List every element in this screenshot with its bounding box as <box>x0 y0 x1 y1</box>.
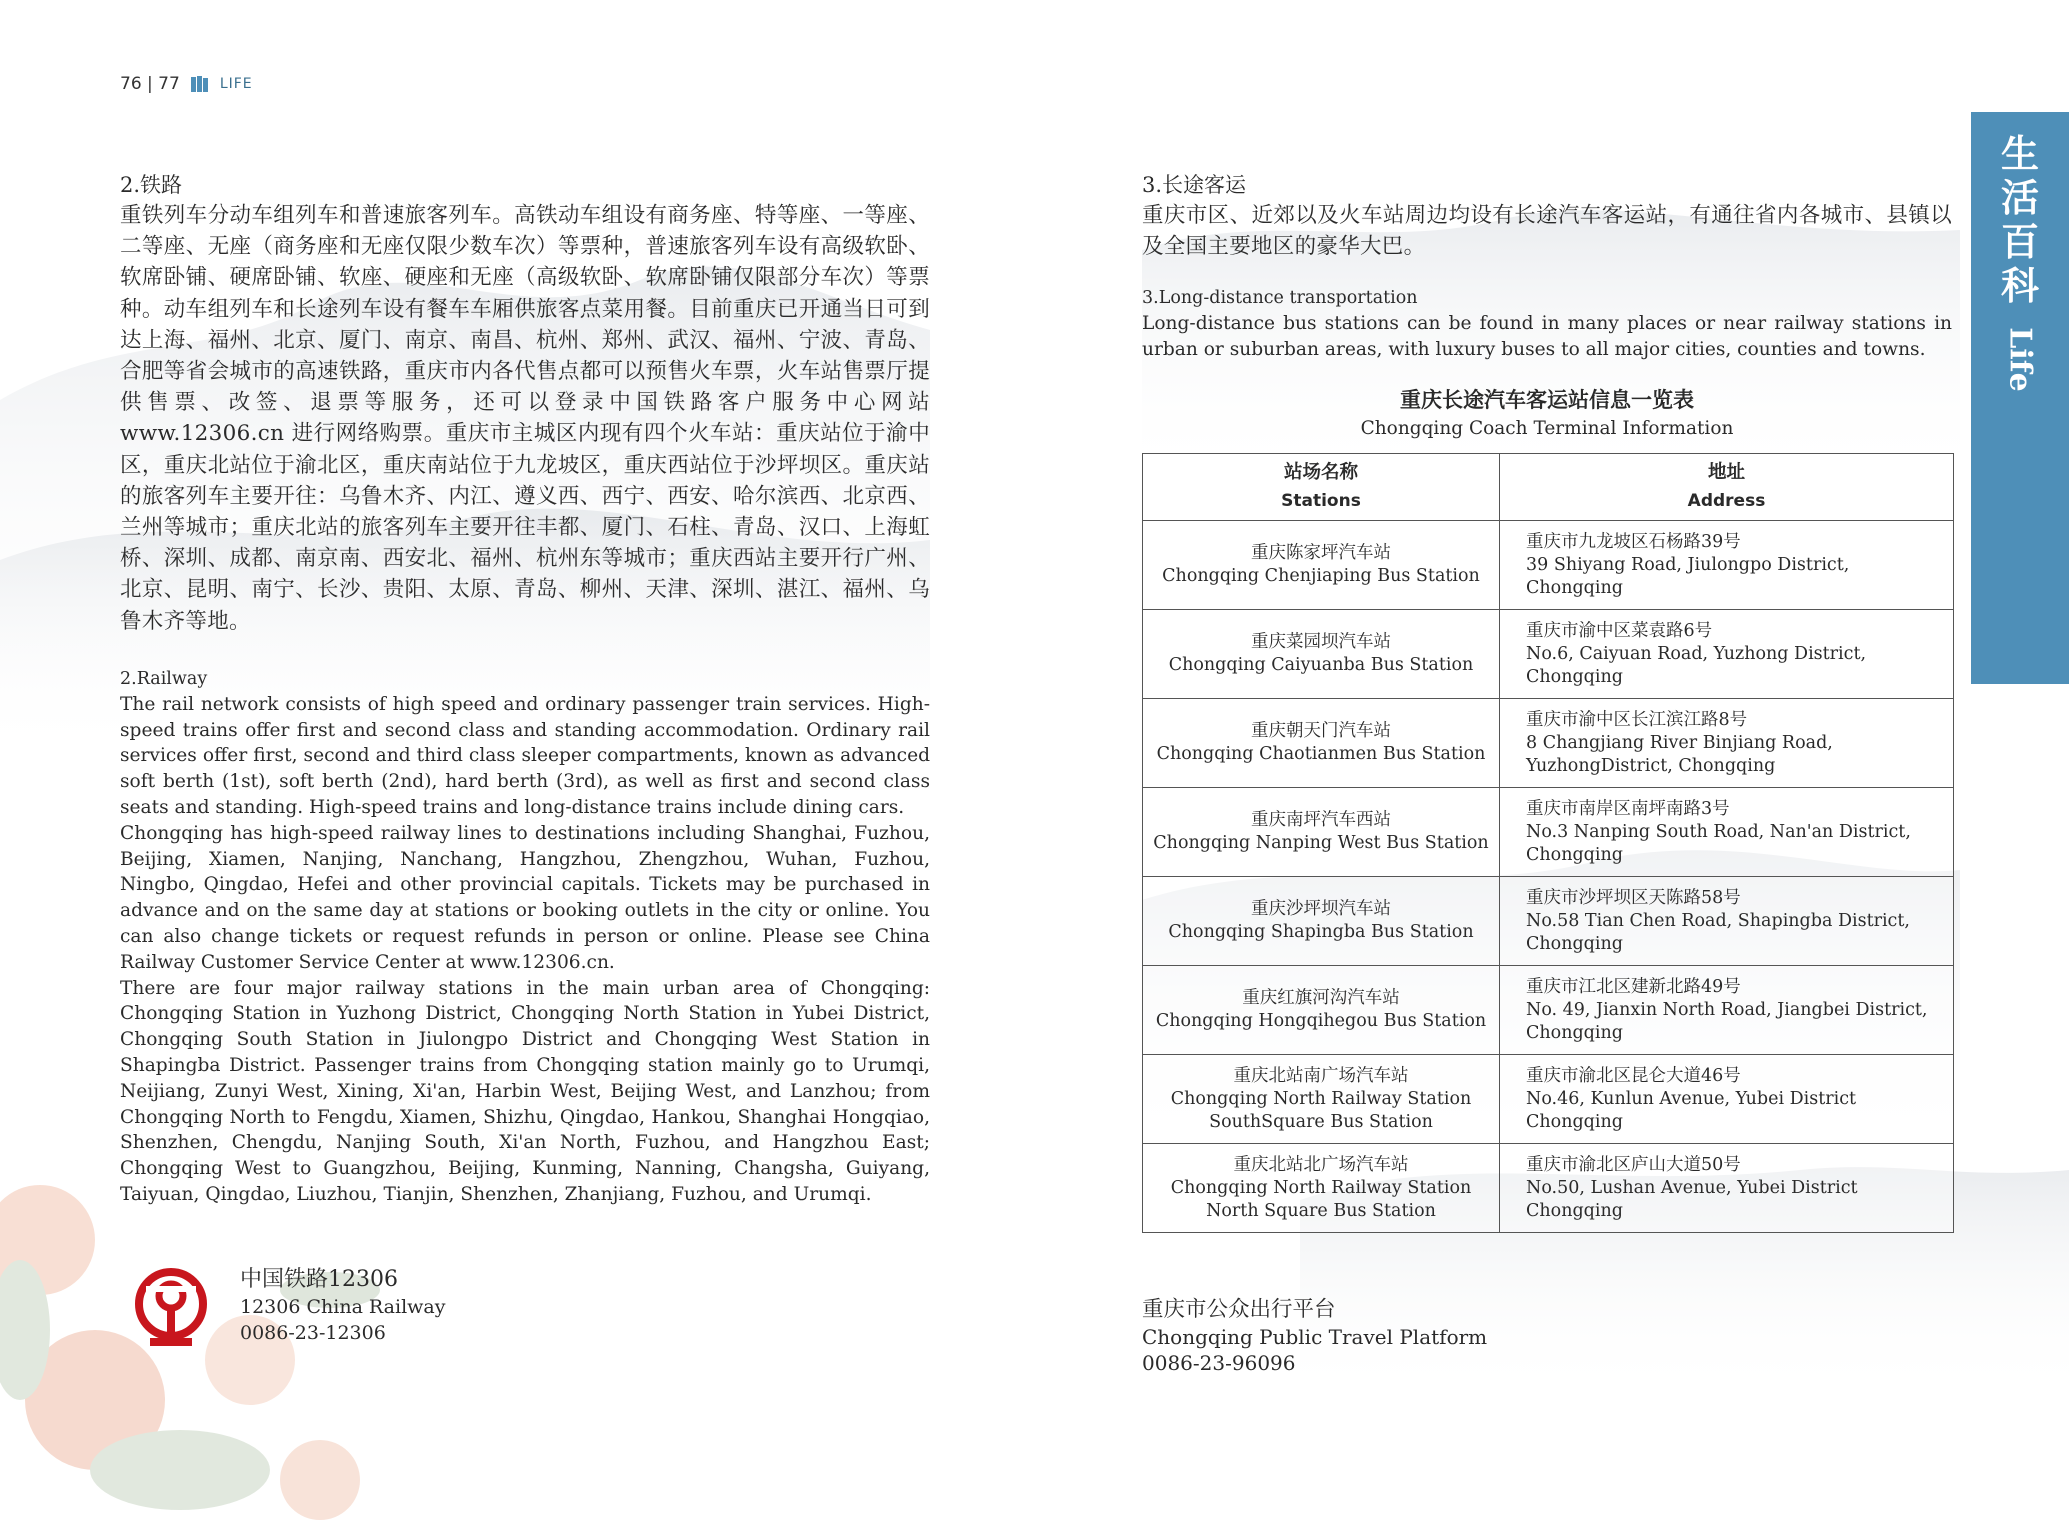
station-cell <box>1143 610 1500 699</box>
address-en: No.3 Nanping South Road, Nan'an District, Chongqing <box>1526 821 1911 865</box>
address-cell <box>1500 699 1954 788</box>
railway-section <box>120 170 930 1208</box>
railway-paragraph-en-2: Chongqing has high-speed railway lines to destinations including Shanghai, Fuzhou, Beijing, Xiamen, Nanjing, Nanchang, Hangzhou, Zhengzhou, Wuhan, Fuzhou, Ningbo, Qingdao, Hefei and other provincial capitals. Tickets may be purchased in advance and on the same day at stations or booking outlets in the city or online. You can also change tickets or request refunds in person or online. Please see China Railway Customer Service Center at www.12306.cn. <box>120 822 930 973</box>
station-name-en: Chongqing North Railway Station SouthSquare Bus Station <box>1170 1088 1472 1132</box>
address-cell <box>1500 966 1954 1055</box>
station-name-cn: 重庆菜园坝汽车站 <box>1251 632 1391 652</box>
address-en: No.6, Caiyuan Road, Yuzhong District, Chongqing <box>1526 643 1867 687</box>
station-name-cn: 重庆南坪汽车西站 <box>1251 810 1391 830</box>
railway-paragraph-en-3: There are four major railway stations in the main urban area of Chongqing: Chongqing Station in Yuzhong District, Chongqing North Station in Yubei District, Chongqing South Station in Jiulongpo District and Chongqing West Station in Shapingba District. Passenger trains from Chongqing station mainly go to Urumqi, Neijiang, Zunyi West, Xining, Xi'an, Harbin West, Beijing West, and Lanzhou; from Chongqing North to Fengdu, Xiamen, Shizhu, Qingdao, Hankou, Shanghai Hongqiao, Shenzhen, Chengdu, Nanjing South, Xi'an North, Fuzhou, and Hangzhou East; Chongqing West to Guangzhou, Beijing, Kunming, Nanning, Changsha, Guiyang, Taiyuan, Qingdao, Liuzhou, Tianjin, Shenzhen, Zhanjiang, Fuzhou, and Urumqi. <box>120 977 930 1205</box>
table-header-row <box>1143 454 1954 521</box>
address-cn: 重庆市江北区建新北路49号 <box>1526 976 1741 997</box>
railway-heading-en: 2.Railway <box>120 668 208 689</box>
page-numbers: 76 | 77 <box>120 74 180 94</box>
station-name-cn: 重庆陈家坪汽车站 <box>1251 543 1391 563</box>
header-address-en: Address <box>1687 491 1766 511</box>
address-cn: 重庆市渝中区长江滨江路8号 <box>1526 709 1748 730</box>
station-name-cn: 重庆朝天门汽车站 <box>1251 721 1391 741</box>
station-name-en: Chongqing North Railway Station North Square Bus Station <box>1170 1177 1472 1221</box>
table-row <box>1143 1055 1954 1144</box>
station-name-en: Chongqing Caiyuanba Bus Station <box>1168 655 1474 675</box>
station-cell <box>1143 788 1500 877</box>
address-en: 39 Shiyang Road, Jiulongpo District, Chongqing <box>1526 554 1850 598</box>
railway-contact <box>130 1266 445 1352</box>
table-row <box>1143 788 1954 877</box>
table-title-en: Chongqing Coach Terminal Information <box>1360 418 1734 439</box>
table-row <box>1143 699 1954 788</box>
station-cell <box>1143 877 1500 966</box>
coach-terminal-table <box>1142 453 1954 1233</box>
address-en: No.58 Tian Chen Road, Shapingba District, Chongqing <box>1526 910 1910 954</box>
station-name-cn: 重庆沙坪坝汽车站 <box>1251 899 1391 919</box>
platform-name-cn: 重庆市公众出行平台 <box>1142 1297 1336 1322</box>
table-row <box>1143 1144 1954 1233</box>
address-en: No.46, Kunlun Avenue, Yubei District Chongqing <box>1526 1088 1857 1132</box>
coach-section <box>1142 170 1952 1233</box>
address-cn: 重庆市南岸区南坪南路3号 <box>1526 798 1730 819</box>
railway-phone: 0086-23-12306 <box>240 1322 386 1344</box>
table-row <box>1143 610 1954 699</box>
station-name-en: Chongqing Shapingba Bus Station <box>1168 922 1474 942</box>
header-address-cn: 地址 <box>1707 462 1745 483</box>
side-tab-en: Life <box>2002 327 2038 392</box>
station-name-cn: 重庆红旗河沟汽车站 <box>1242 988 1400 1008</box>
table-row <box>1143 877 1954 966</box>
coach-heading-cn: 3.长途客运 <box>1142 173 1247 197</box>
header-stations-en: Stations <box>1281 491 1361 511</box>
book-icon <box>190 75 210 93</box>
station-cell <box>1143 966 1500 1055</box>
station-name-en: Chongqing Hongqihegou Bus Station <box>1155 1011 1487 1031</box>
address-cn: 重庆市渝中区菜袁路6号 <box>1526 620 1713 641</box>
address-cn: 重庆市沙坪坝区天陈路58号 <box>1526 887 1741 908</box>
railway-name-cn: 中国铁路12306 <box>240 1267 398 1292</box>
header-stations-cn: 站场名称 <box>1283 462 1358 483</box>
station-cell <box>1143 1144 1500 1233</box>
station-name-en: Chongqing Nanping West Bus Station <box>1153 833 1489 853</box>
section-label: LIFE <box>219 76 253 92</box>
station-name-cn: 重庆北站南广场汽车站 <box>1233 1065 1409 1086</box>
station-cell <box>1143 521 1500 610</box>
station-cell <box>1143 699 1500 788</box>
railway-heading-cn: 2.铁路 <box>120 173 183 197</box>
coach-heading-en: 3.Long-distance transportation <box>1142 288 1418 309</box>
address-cell <box>1500 788 1954 877</box>
railway-paragraph-cn: 重铁列车分动车组列车和普速旅客列车。高铁动车组设有商务座、特等座、一等座、二等座、无座（商务座和无座仅限少数车次）等票种，普速旅客列车设有高级软卧、软席卧铺、硬席卧铺、软座、硬座和无座（高级软卧、软席卧铺仅限部分车次）等票种。动车组列车和长途列车设有餐车车厢供旅客点菜用餐。目前重庆已开通当日可到达上海、福州、北京、厦门、南京、南昌、杭州、郑州、武汉、福州、宁波、青岛、合肥等省会城市的高速铁路，重庆市内各代售点都可以预售火车票，火车站售票厅提供售票、改签、退票等服务，还可以登录中国铁路客户服务中心网站www.12306.cn 进行网络购票。重庆市主城区内现有四个火车站：重庆站位于渝中区，重庆北站位于渝北区，重庆南站位于九龙坡区，重庆西站位于沙坪坝区。重庆站的旅客列车主要开往：乌鲁木齐、内江、遵义西、西宁、西安、哈尔滨西、北京西、兰州等城市；重庆北站的旅客列车主要开往丰都、厦门、石柱、青岛、汉口、上海虹桥、深圳、成都、南京南、西安北、福州、杭州东等城市；重庆西站主要开行广州、北京、昆明、南宁、长沙、贵阳、太原、青岛、柳州、天津、深圳、湛江、福州、乌鲁木齐等地。 <box>120 203 930 634</box>
address-en: No. 49, Jianxin North Road, Jiangbei District, Chongqing <box>1526 999 1928 1043</box>
station-cell <box>1143 1055 1500 1144</box>
railway-paragraph-en-1: The rail network consists of high speed and ordinary passenger train services. High-speed trains offer first and second class and standing accommodation. Ordinary rail services offer first, second and third class sleeper compartments, known as advanced soft berth (1st), soft berth (2nd), hard berth (3rd), as well as first and second class seats and standing. High-speed trains and long-distance trains include dining cars. <box>120 693 930 819</box>
address-cn: 重庆市渝北区庐山大道50号 <box>1526 1154 1741 1175</box>
coach-paragraph-cn: 重庆市区、近郊以及火车站周边均设有长途汽车客运站，有通往省内各城市、县镇以及全国主要地区的豪华大巴。 <box>1142 203 1952 260</box>
address-en: No.50, Lushan Avenue, Yubei District Chongqing <box>1526 1177 1858 1221</box>
page-header <box>120 74 253 94</box>
address-cell <box>1500 521 1954 610</box>
platform-name-en: Chongqing Public Travel Platform <box>1142 1325 1488 1349</box>
header-address <box>1500 454 1954 521</box>
station-name-en: Chongqing Chenjiaping Bus Station <box>1162 566 1480 586</box>
address-cell <box>1500 610 1954 699</box>
header-stations <box>1143 454 1500 521</box>
address-cell <box>1500 1055 1954 1144</box>
flower-decoration <box>0 1185 380 1520</box>
table-title-cn: 重庆长途汽车客运站信息一览表 <box>1400 387 1694 412</box>
side-tab-cn: 生活百科 <box>2000 131 2039 308</box>
china-railway-logo-icon <box>130 1266 212 1352</box>
address-cell <box>1500 877 1954 966</box>
station-name-cn: 重庆北站北广场汽车站 <box>1233 1154 1409 1175</box>
table-row <box>1143 521 1954 610</box>
address-cn: 重庆市渝北区昆仑大道46号 <box>1526 1065 1741 1086</box>
railway-name-en: 12306 China Railway <box>240 1296 446 1318</box>
station-name-en: Chongqing Chaotianmen Bus Station <box>1156 744 1486 764</box>
travel-platform-contact <box>1142 1296 1487 1376</box>
platform-phone: 0086-23-96096 <box>1142 1351 1296 1375</box>
table-row <box>1143 966 1954 1055</box>
address-cn: 重庆市九龙坡区石杨路39号 <box>1526 531 1741 552</box>
address-en: 8 Changjiang River Binjiang Road, YuzhongDistrict, Chongqing <box>1526 732 1833 776</box>
address-cell <box>1500 1144 1954 1233</box>
side-tab <box>1971 112 2069 684</box>
coach-paragraph-en: Long-distance bus stations can be found in many places or near railway stations in urban or suburban areas, with luxury buses to all major cities, counties and towns. <box>1142 313 1952 361</box>
